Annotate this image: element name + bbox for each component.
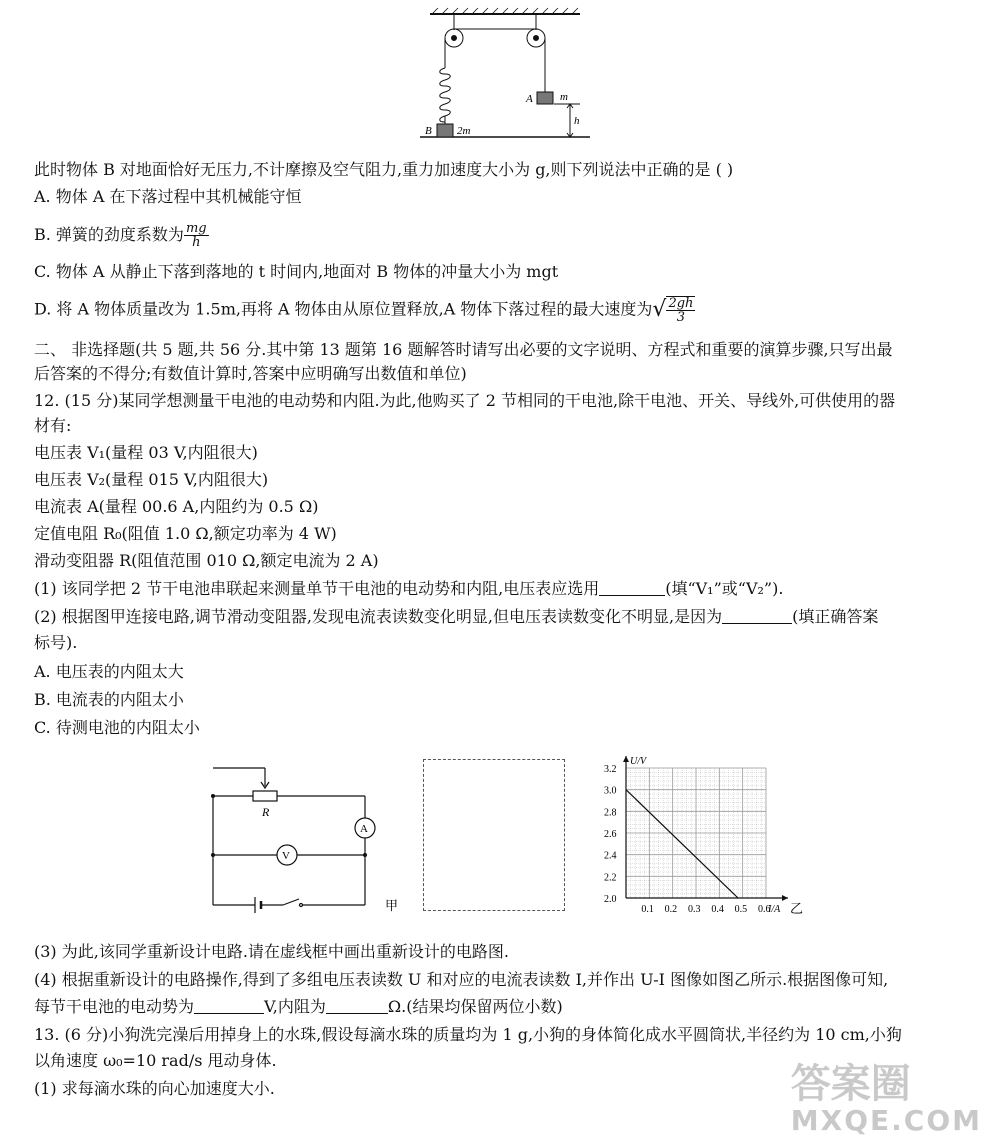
q12-option-a: A. 电压表的内阻太大 — [34, 662, 184, 681]
frac-den: 3 — [676, 310, 686, 325]
x-axis-label: I/A — [768, 904, 781, 915]
pulley-spring-figure — [420, 6, 590, 141]
q12-part1-text: (1) 该同学把 2 节干电池串联起来测量单节干电池的电动势和内阻,电压表应选用 — [34, 579, 600, 598]
q12-line1: 12. (15 分)某同学想测量干电池的电动势和内阻.为此,他购买了 2 节相同的干电池,除干电池、开关、导线外,可供使用的器 — [34, 391, 896, 410]
u-i-chart — [598, 750, 808, 920]
q12-part2-hint: (填正确答案 — [792, 607, 879, 626]
q13-line2: 以角速度 ω₀=10 rad/s 甩动身体. — [34, 1051, 277, 1070]
label-2m: 2m — [457, 125, 471, 137]
q12-part4-emf-text: 每节干电池的电动势为 — [34, 997, 195, 1016]
frac-den: h — [192, 235, 201, 250]
q12-item5: 滑动变阻器 R(阻值范围 010 Ω,额定电流为 2 A) — [34, 551, 379, 570]
x-tick-label: 0.4 — [711, 904, 724, 915]
q12-part1-hint: (填“V₁”或“V₂”). — [665, 579, 784, 598]
circuit-answer-box[interactable] — [423, 759, 565, 911]
watermark-top: 答案圈 — [790, 1061, 911, 1107]
answer-blank-emf[interactable] — [194, 997, 264, 1014]
figure-label-yi: 乙 — [790, 901, 804, 916]
x-tick-label: 0.6 — [758, 904, 771, 915]
y-tick-label: 2.0 — [604, 894, 617, 905]
label-a: A — [526, 93, 533, 105]
frac-num: 2gh — [668, 296, 694, 311]
answer-blank[interactable] — [599, 579, 665, 596]
sqrt-sign: √ — [652, 297, 667, 322]
q12-part4-line1: (4) 根据重新设计的电路操作,得到了多组电压表读数 U 和对应的电流表读数 I,并作出 U-I 图像如图乙所示.根据图像可知, — [34, 970, 889, 989]
label-h: h — [574, 115, 580, 127]
ammeter-label: A — [360, 823, 368, 835]
q12-part4-note: Ω.(结果均保留两位小数) — [387, 997, 563, 1016]
watermark — [791, 1062, 982, 1136]
q12-line2: 材有: — [34, 416, 72, 435]
q11-option-d-text: D. 将 A 物体质量改为 1.5m,再将 A 物体由从原位置释放,A 物体下落过程的最大速度为 — [34, 299, 653, 319]
q12-item2: 电压表 V₂(量程 015 V,内阻很大) — [34, 470, 269, 489]
q11-option-a: A. 物体 A 在下落过程中其机械能守恒 — [34, 187, 302, 206]
q13-line1: 13. (6 分)小狗洗完澡后用掉身上的水珠,假设每滴水珠的质量均为 1 g,小狗的身体简化成水平圆筒状,半径约为 10 cm,小狗 — [34, 1025, 902, 1044]
x-tick-label: 0.2 — [664, 904, 678, 915]
section2-line1: 二、 非选择题(共 5 题,共 56 分.其中第 13 题第 16 题解答时请写出必要的文字说明、方程式和重要的演算步骤,只写出最 — [34, 340, 893, 359]
q11-stem: 此时物体 B 对地面恰好无压力,不计摩擦及空气阻力,重力加速度大小为 g,则下列说法中正确的是 ( ) — [34, 160, 734, 179]
q12-part2 — [34, 605, 878, 629]
voltmeter-label: V — [282, 850, 290, 862]
y-tick-label: 2.2 — [604, 872, 617, 884]
y-tick-label: 2.4 — [604, 850, 617, 862]
q13-part1: (1) 求每滴水珠的向心加速度大小. — [34, 1079, 275, 1098]
y-tick-label: 3.2 — [604, 764, 617, 775]
x-tick-label: 0.3 — [688, 904, 701, 915]
figure-label-jia: 甲 — [385, 898, 399, 913]
y-axis-arrow — [623, 756, 629, 762]
q11-option-b — [34, 222, 209, 249]
q11-option-c: C. 物体 A 从静止下落到落地的 t 时间内,地面对 B 物体的冲量大小为 mgt — [34, 262, 559, 281]
fraction-mg-over-h — [184, 222, 209, 249]
q12-option-c: C. 待测电池的内阻太小 — [34, 718, 200, 737]
q12-part2-text: (2) 根据图甲连接电路,调节滑动变阻器,发现电流表读数变化明显,但电压表读数变化不明显,是因为 — [34, 607, 723, 626]
q12-item1: 电压表 V₁(量程 03 V,内阻很大) — [34, 443, 258, 462]
y-axis-label: U/V — [630, 756, 647, 767]
y-tick-label: 3.0 — [604, 785, 617, 797]
x-tick-label: 0.5 — [734, 904, 748, 915]
q12-part3: (3) 为此,该同学重新设计电路.请在虚线框中画出重新设计的电路图. — [34, 942, 510, 961]
answer-blank[interactable] — [722, 607, 792, 624]
q12-item4: 定值电阻 R₀(阻值 1.0 Ω,额定功率为 4 W) — [34, 524, 337, 543]
q12-part4-r-text: V,内阻为 — [264, 997, 326, 1016]
q12-part1 — [34, 577, 783, 601]
q12-part2-cont: 标号). — [34, 633, 78, 652]
fraction-2gh-over-3 — [666, 296, 695, 324]
frac-num: mg — [185, 221, 207, 236]
label-m: m — [560, 91, 568, 103]
q12-item3: 电流表 A(量程 00.6 A,内阻约为 0.5 Ω) — [34, 497, 319, 516]
label-b: B — [425, 125, 432, 137]
x-axis-arrow — [782, 895, 788, 901]
q12-option-b: B. 电流表的内阻太小 — [34, 690, 184, 709]
q12-part4-line2 — [34, 995, 563, 1019]
y-tick-label: 2.8 — [604, 807, 617, 819]
x-tick-label: 0.1 — [641, 904, 654, 915]
q11-option-b-text: B. 弹簧的劲度系数为 — [34, 225, 184, 244]
circuit-jia — [205, 760, 405, 920]
series-line — [626, 790, 738, 898]
section2-line2: 后答案的不得分;有数值计算时,答案中应明确写出数值和单位) — [34, 364, 467, 383]
y-tick-label: 2.6 — [604, 829, 617, 840]
watermark-bottom: MXQE.COM — [790, 1104, 982, 1137]
label-r: R — [262, 805, 270, 819]
q11-option-d — [34, 296, 695, 324]
answer-blank-resistance[interactable] — [326, 997, 388, 1014]
